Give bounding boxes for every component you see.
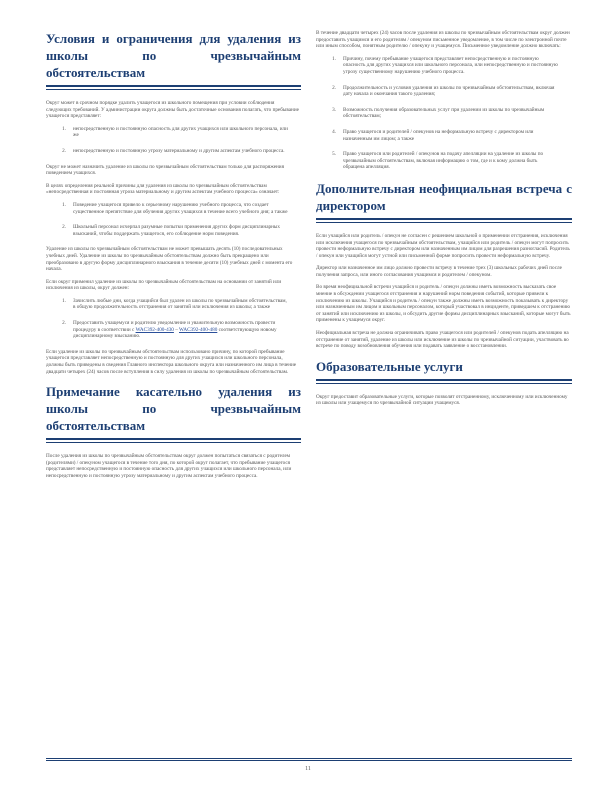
paragraph: Неофициальная встреча не должна ограничивать право учащегося или родителей / опекунов подать апелляцию на отстранение от занятий, удаление из школы или исключение из школы по чрезвычайной ситуации, участвовать во встрече по поводу возобновления обучения или подавать заявление о восстановлении.: [316, 330, 569, 350]
paragraph: Округ не может назначить удаление из школы по чрезвычайным обстоятельствам только для распоряжения поведением учащихся.: [46, 163, 284, 177]
wac-link-430[interactable]: WAC392-400-430: [135, 326, 174, 333]
heading-divider-thin: [46, 442, 301, 443]
section-heading-educational-services: Образовательные услуги: [316, 358, 463, 374]
heading-divider-thin: [316, 383, 572, 384]
paragraph: Если округ применил удаление из школы по чрезвычайным обстоятельствам на основании от занятий или исключения из школы, округ должен:: [46, 278, 282, 292]
list-item: 2. непосредственную и постоянную угрозу материальному и другим аспектам учебного процесса.: [62, 147, 285, 154]
conditions-list: [46, 126, 301, 155]
list-item: 3. Возможность получения образовательных услуг при удалении из школы по чрезвычайным обстоятельствам;: [332, 106, 545, 120]
list-item: 1. непосредственную и постоянную опасность для других учащихся или школьного персонала, или же: [62, 125, 288, 139]
list-item: 1. Причину, почему пребывание учащегося представляет непосредственную и постоянную опасность для других учащихся или школьного персонала, или непосредственную и постоянную угрозу существенному нарушению учебного процесса.: [332, 55, 558, 75]
right-column: [316, 30, 572, 413]
heading-divider: [46, 438, 301, 440]
district-obligations-list: [46, 298, 301, 340]
list-item: 4. Право учащегося и родителей / опекунов на неформальную встречу с директором или назначенным им лицом; а также: [332, 128, 534, 142]
footer-divider-thin: [46, 760, 572, 761]
list-item: 1. Зачислить любые дни, когда учащийся был удален из школы по чрезвычайным обстоятельствам, в общую продолжительность отстранения от занятий или исключения из школы; а также: [62, 297, 287, 311]
heading-divider-thin: [316, 222, 572, 223]
list-item: 2. Продолжительность и условия удаления из школы по чрезвычайным обстоятельствам, включая дату начала и окончания такого удаления;: [332, 84, 555, 98]
heading-divider: [46, 85, 301, 87]
heading-divider-thin: [46, 89, 301, 90]
paragraph: Если учащийся или родитель / опекун не согласен с решением школьной о применении отстранения, исключения или исключения учащегося по чрезвычайным обстоятельствам, учащийся или родитель / опекун могут попросить провести неформальную встречу с директором или назначенным им лицом для разрешения разногласий. Родитель / опекун или учащийся могут устной или письменной форме попросить провести неформальную встречу.: [316, 232, 570, 259]
paragraph: Округ может в срочном порядке удалить учащегося из школьного помещения при условии соблюдения следующих требований. У администрации округа должны быть достаточные основания полагать, что пребывание учащегося представляет:: [46, 100, 299, 120]
footer-divider: [46, 758, 572, 759]
paragraph: Удаление из школы по чрезвычайным обстоятельствам не может превышать десять (10) последовательных учебных дней. Удаление из школы по чрезвычайным обстоятельствам должно быть прекращено или преобразовано в другую форму дисциплинарного взыскания в течение десяти (10) учебных дней с момента его начала.: [46, 246, 293, 273]
page-number: 11: [305, 766, 311, 772]
paragraph: Директор или назначенное им лицо должно провести встречу в течение трех (3) школьных рабочих дней после получения запроса, или иного согласования учащимся и родителем / опекуном.: [316, 265, 562, 278]
section-heading-emergency-removal-notice: Примечание касательно удаления из школы по чрезвычайным обстоятельствам: [46, 384, 301, 434]
left-column: [46, 30, 301, 486]
threat-definition-list: [46, 202, 301, 237]
section-heading-informal-meeting: Дополнительная неофициальная встреча с директором: [316, 180, 572, 213]
list-item: 2. Школьный персонал исчерпал разумные попытки применения других форм дисциплинарных взысканий, чтобы поддержать учащегося, его соблюдение норм поведения.: [62, 224, 280, 237]
notice-contents-list: [316, 56, 572, 171]
paragraph: В течение двадцати четырех (24) часов после удаления из школы по чрезвычайным обстоятельствам округ должен предоставить учащимся и его родителям / опекуном письменное уведомление, в том числе по электронной почте или иным способом, понятным родителю / опекуну и учащемуся. Письменное уведомление должно включать:: [316, 30, 570, 50]
list-item: 5. Право учащегося или родителей / опекунов на подачу апелляции на удаление из школы по чрезвычайным обстоятельствам, включая информацию о том, где и к кому должна быть обращена апелляция.: [332, 151, 544, 171]
heading-divider: [316, 218, 572, 220]
heading-divider: [316, 379, 572, 381]
paragraph: В целях определения реальной причины для удаления из школы по чрезвычайным обстоятельствам «непосредственная и постоянная угроза материальному и другим аспектам учебного процесса» означает:: [46, 182, 280, 196]
section-heading-emergency-removal-conditions: Условия и ограничения для удаления из школы по чрезвычайным обстоятельствам: [46, 31, 301, 80]
paragraph: Во время неофициальной встречи учащийся и родитель / опекун должны иметь возможность высказать свое мнение в обсуждении учащегося отстранения и нарушений норм поведения событий, которые привели к исключению из школы. Учащийся и родитель / опекун также должны иметь возможность показывать к директору или назначенным им лицом и школьным персоналом, который участвовал в инциденте, приведшем к отстранению от занятий или исключению из школы, и обсудить другие формы дисциплинарных взысканий, которые могут быть применены к учащемуся округ.: [316, 284, 571, 324]
paragraph: Округ предоставит образовательные услуги, которые позволят отстраненному, исключенному или исключенному из школы или учащемуся по чрезвычайной ситуации учащемуся.: [316, 393, 568, 407]
list-item: 1. Поведение учащегося привело к серьезному нарушению учебного процесса, что создает существенное препятствие для обучения других учащихся в течение всего учебного дня; а также: [62, 201, 288, 215]
paragraph: Если удаление из школы по чрезвычайным обстоятельствам использовано причину, по которой пребывание учащегося представляет непосредственную и постоянную для других учащихся или школьного персонала, должны быть приведены в сведения Главного инспектора школьного округа или назначенного им лица в течение двадцати четырех (24) часов после вступления в силу удаления из школы по чрезвычайным обстоятельствам.: [46, 348, 297, 375]
wac-link-480[interactable]: WAC392-400-480: [179, 326, 218, 333]
list-item: 2. Предоставить учащемуся и родителю уведомление и уважительную возможность провести процедуру в соответствии с WAC392-400-430 – WAC392-400-480 соответствующую новому дисциплинарному взысканию.: [62, 320, 277, 340]
paragraph: После удаления из школы по чрезвычайным обстоятельствам округ должен попытаться связаться с родителем (родителями) / опекуном учащегося в течение того дня, по которой округ полагает, что пребывание учащегося представляет непосредственную и постоянную опасность для других учащихся или школьного персонала, или непосредственную и постоянную угрозу материальному и другим аспектам учебного процесса.: [46, 453, 292, 479]
